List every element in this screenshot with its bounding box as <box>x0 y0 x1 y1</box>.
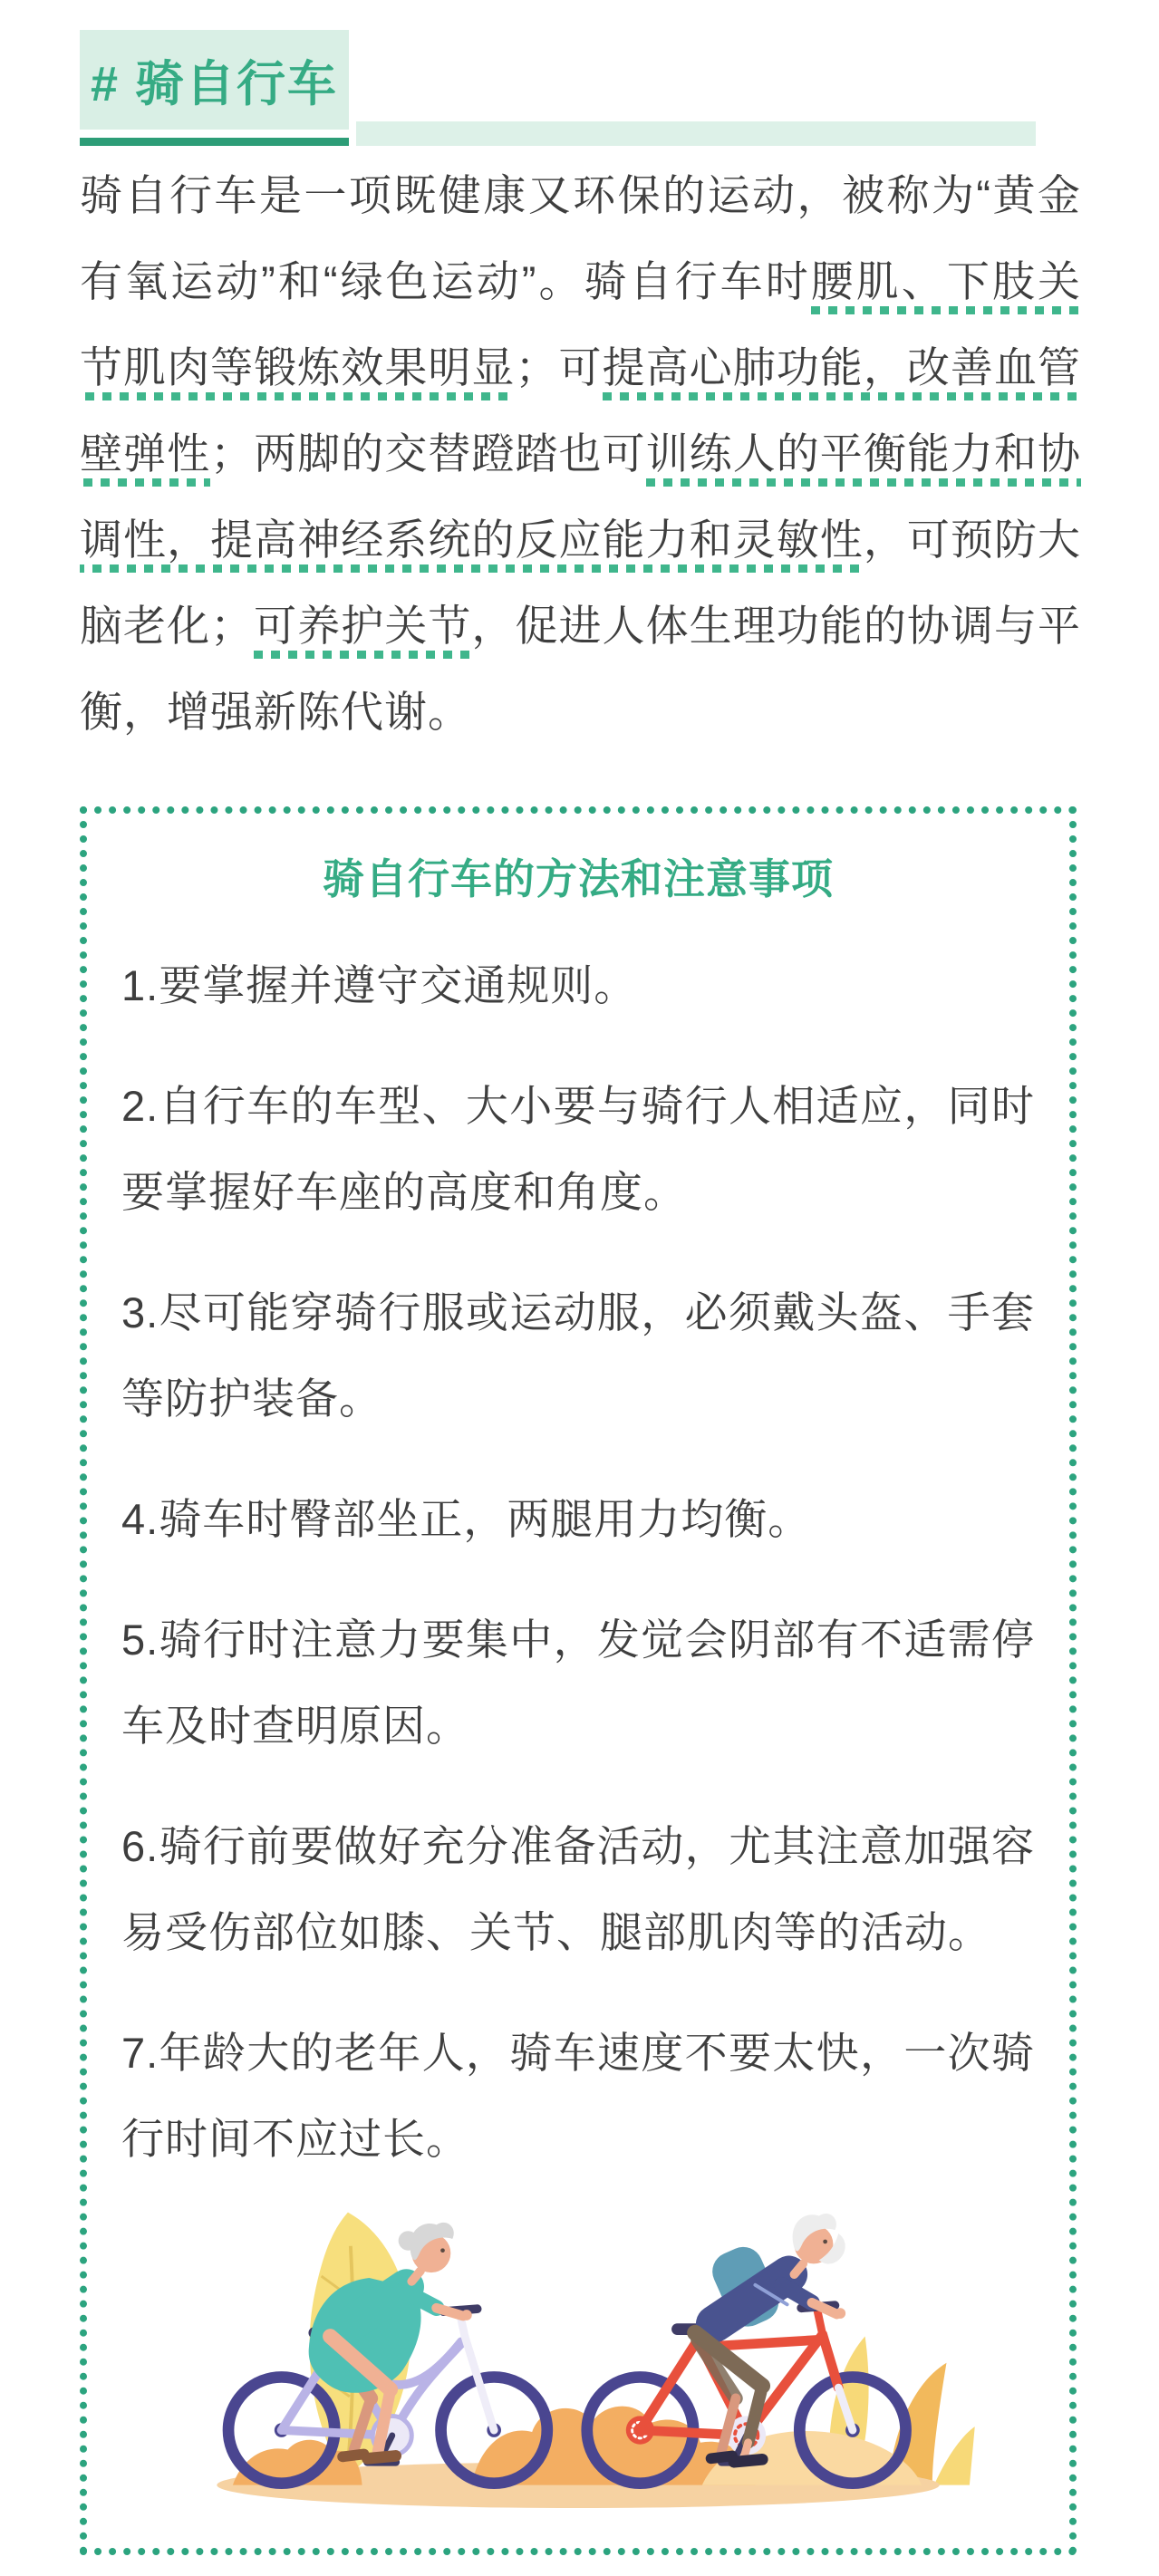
text-segment: ；可 <box>515 343 603 391</box>
text-segment: ；两脚的交替蹬踏也可 <box>210 429 646 478</box>
tip-item: 1.要掌握并遵守交通规则。 <box>121 961 638 1009</box>
underlined-phrase: 提高心肺功能，改善血管壁弹性 <box>80 343 1081 487</box>
tips-title: 骑自行车的方法和注意事项 <box>323 855 834 902</box>
underlined-phrase: 训练人的平衡能力和协调性，提高神经系统的反应能力和灵敏性 <box>80 429 1081 573</box>
text-segment: 骑自行车是一项既健康又环保的运动，被称为“黄金有氧运动”和“绿色运动”。骑自行车时 <box>80 171 1081 305</box>
text-segment: ，可预防大脑老化； <box>80 516 1082 650</box>
tip-item: 3.尽可能穿骑行服或运动服，必须戴头盔、手套等防护装备。 <box>121 1288 1035 1423</box>
badge-underline <box>80 138 349 146</box>
section-badge-label: # 骑自行车 <box>90 56 339 111</box>
tip-item: 5.骑行时注意力要集中，发觉会阴部有不适需停车及时查明原因。 <box>121 1616 1035 1750</box>
header-highlight-strip <box>356 121 1036 146</box>
elderly-couple-cycling-illustration <box>121 2200 1035 2510</box>
underlined-phrase: 可养护关节 <box>254 602 471 659</box>
tip-item: 2.自行车的车型、大小要与骑行人相适应，同时要掌握好车座的高度和角度。 <box>121 1082 1035 1216</box>
tips-list <box>121 942 1035 2182</box>
tip-item: 6.骑行前要做好充分准备活动，尤其注意加强容易受伤部位如膝、关节、腿部肌肉等的活动。 <box>121 1822 1035 1956</box>
cycling-illustration-svg <box>179 2200 977 2510</box>
tips-box <box>80 806 1077 2555</box>
section-badge <box>80 30 349 130</box>
text-segment: ，促进人体生理功能的协调与平衡，增强新陈代谢。 <box>80 602 1082 736</box>
tip-item: 7.年龄大的老年人，骑车速度不要太快，一次骑行时间不应过长。 <box>121 2029 1035 2163</box>
intro-paragraph <box>80 152 1081 755</box>
underlined-phrase: 腰肌、下肢关节肌肉等锻炼效果明显 <box>80 257 1081 400</box>
tip-item: 4.骑车时臀部坐正，两腿用力均衡。 <box>121 1495 812 1543</box>
